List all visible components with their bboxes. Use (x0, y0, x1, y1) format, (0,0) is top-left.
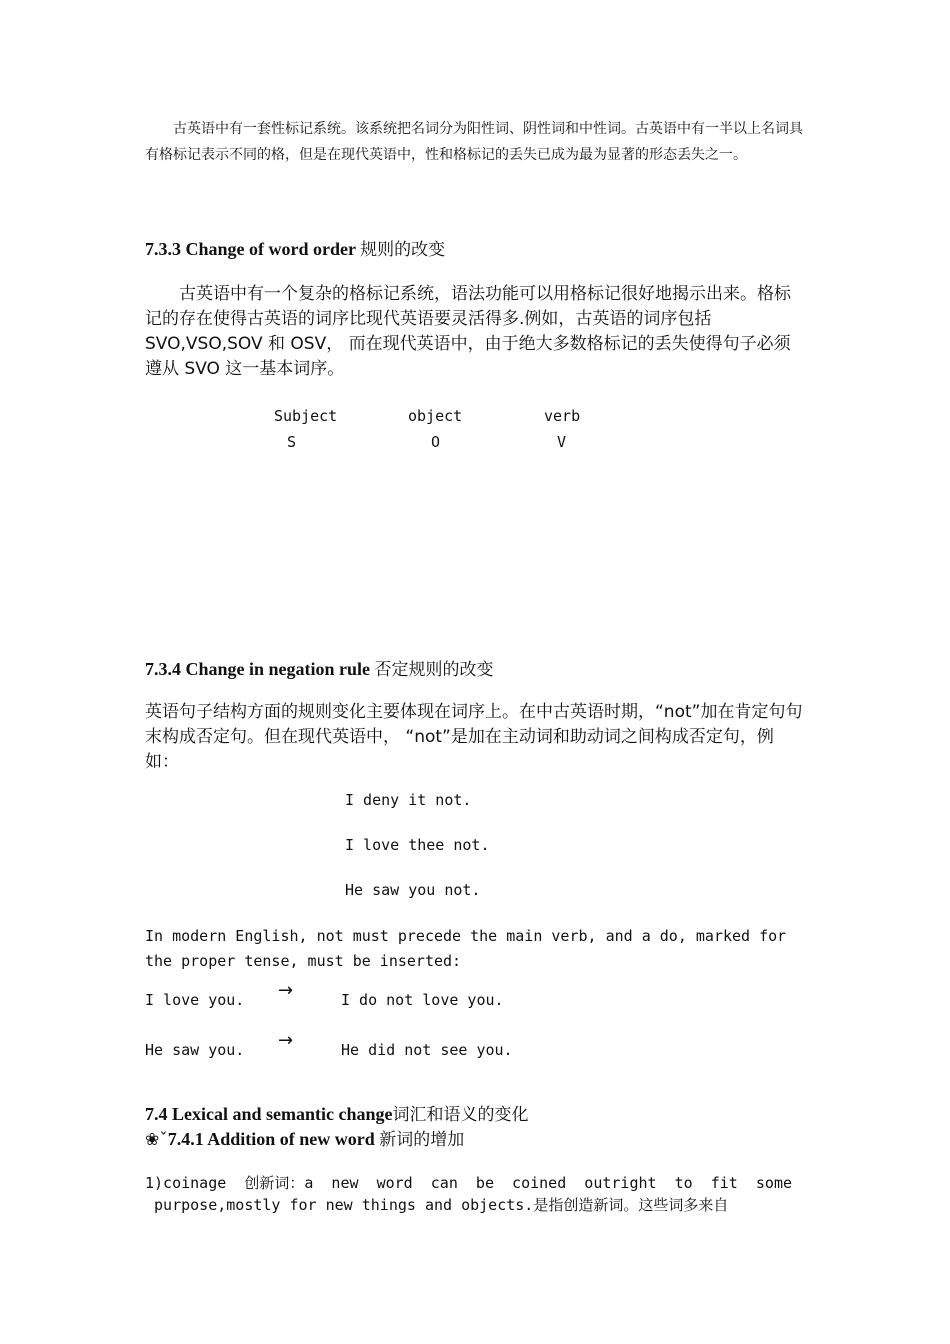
svo-letter-o: O (431, 433, 441, 451)
section-heading-7-4-1 (145, 1125, 464, 1150)
transform-from: I love you. (145, 991, 245, 1009)
transform-to: He did not see you. (341, 1041, 513, 1059)
heading-en: 7.4 Lexical and semantic change (145, 1104, 393, 1124)
heading-cn: 规则的改变 (360, 240, 446, 260)
right-arrow-icon: → (278, 980, 294, 1001)
modern-english-line: the proper tense, must be inserted: (145, 952, 462, 970)
example-sentence: I deny it not. (345, 791, 472, 809)
heading-en: 7.3.3 Change of word order (145, 239, 356, 259)
coinage-line: purpose,mostly for new things and objects.是指创造新词。这些词多来自 (145, 1196, 729, 1214)
word-order-paragraph: 古英语中有一个复杂的格标记系统，语法功能可以用格标记很好地揭示出来。格标记的存在使得古英语的词序比现代英语要灵活得多.例如，古英语的词序包括SVO,VSO,SOV 和 OSV， 而在现代英语中，由于绝大多数格标记的丢失使得句子必须遵从 SVO 这一基本词序。 (145, 284, 791, 379)
svo-label-subject: Subject (274, 407, 338, 425)
svo-letter-s: S (287, 433, 297, 451)
transform-from: He saw you. (145, 1041, 245, 1059)
heading-cn: 否定规则的改变 (374, 660, 494, 680)
svo-label-object: object (408, 407, 463, 425)
gender-marking-paragraph: 古英语中有一套性标记系统。该系统把名词分为阳性词、阴性词和中性词。古英语中有一半以上名词具有格标记表示不同的格，但是在现代英语中，性和格标记的丢失已成为最为显著的形态丢失之一。 (145, 121, 803, 163)
heading-en: 7.4.1 Addition of new word (167, 1129, 375, 1149)
transform-to: I do not love you. (341, 991, 504, 1009)
modern-english-line: In modern English, not must precede the main verb, and a do, marked for (145, 927, 787, 945)
right-arrow-icon: → (278, 1030, 294, 1051)
flower-bullet-icon: ❀ˇ (145, 1130, 168, 1150)
heading-cn: 新词的增加 (379, 1130, 465, 1150)
section-heading-7-4 (145, 1100, 529, 1125)
section-heading-7-3-4 (145, 655, 494, 680)
coinage-line: 1)coinage 创新词：a new word can be coined outright to fit some (145, 1174, 792, 1192)
heading-en: 7.3.4 Change in negation rule (145, 659, 371, 679)
svo-label-verb: verb (544, 407, 581, 425)
section-heading-7-3-3 (145, 235, 445, 260)
svo-letter-v: V (557, 433, 567, 451)
example-sentence: I love thee not. (345, 836, 490, 854)
heading-cn: 词汇和语义的变化 (392, 1105, 529, 1125)
negation-paragraph: 英语句子结构方面的规则变化主要体现在词序上。在中古英语时期，“not”加在肯定句句末构成否定句。但在现代英语中， “not”是加在主动词和助动词之间构成否定句，例如： (145, 702, 803, 772)
example-sentence: He saw you not. (345, 881, 481, 899)
